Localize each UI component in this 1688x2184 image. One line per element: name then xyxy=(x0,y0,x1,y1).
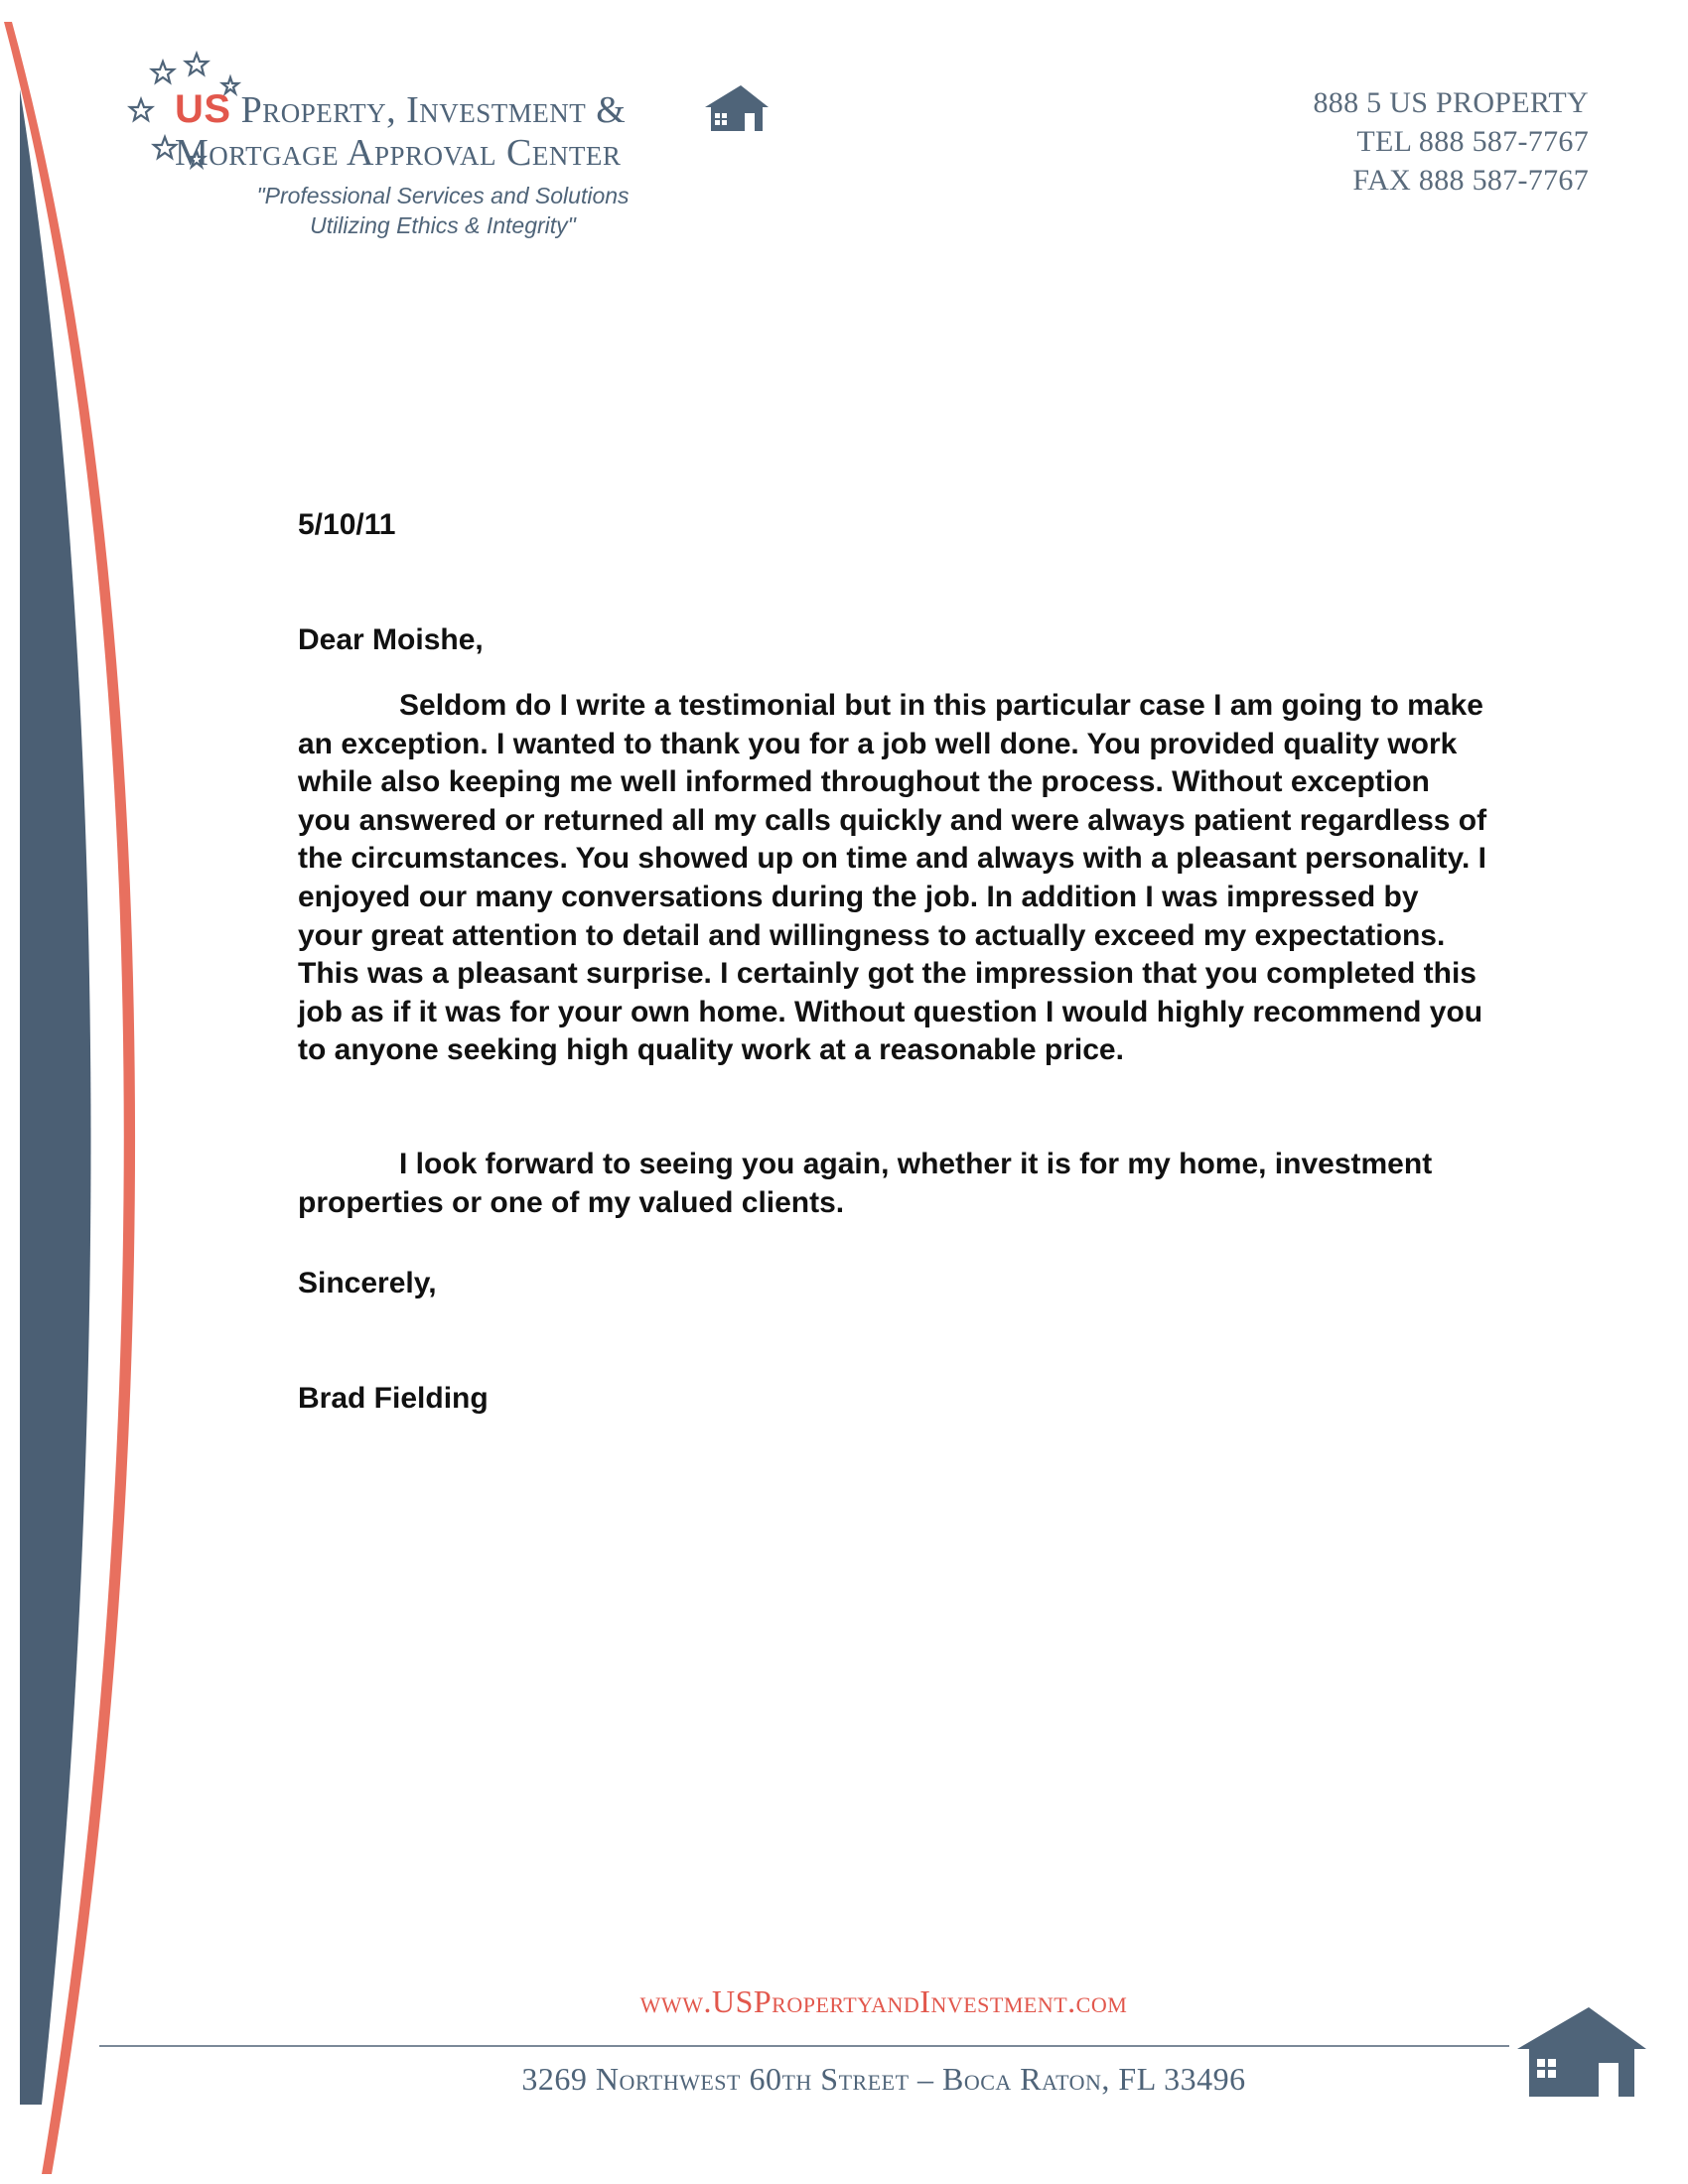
letter-signer: Brad Fielding xyxy=(298,1382,489,1415)
footer-website: www.USPropertyandInvestment.com xyxy=(639,1983,1128,2019)
logo-line1-text: Property, Investment & xyxy=(240,89,627,131)
company-logo xyxy=(127,48,802,246)
star-icon xyxy=(154,137,176,158)
letter-closing: Sincerely, xyxy=(298,1267,437,1299)
house-icon xyxy=(1511,2003,1650,2099)
contact-tel: TEL 888 587-7767 xyxy=(1356,125,1589,158)
swoosh-red-stripe xyxy=(4,22,135,2174)
star-icon xyxy=(186,54,208,74)
tagline-line1: "Professional Services and Solutions xyxy=(256,183,630,208)
star-icon xyxy=(130,99,152,120)
letter-paragraph-2: I look forward to seeing you again, whether it is for my home, investment properties or one of my valued clients. xyxy=(298,1148,1433,1219)
swoosh-blue-band xyxy=(20,89,91,2105)
letter-date: 5/10/11 xyxy=(298,508,396,541)
logo-us: US xyxy=(175,87,231,131)
logo-title-line1 xyxy=(175,87,626,132)
star-icon xyxy=(152,62,174,82)
letter-salutation: Dear Moishe, xyxy=(298,623,484,656)
contact-fax: FAX 888 587-7767 xyxy=(1352,164,1589,197)
contact-block xyxy=(1313,83,1589,200)
contact-vanity-number: 888 5 US PROPERTY xyxy=(1313,86,1589,119)
letter-paragraph-1: Seldom do I write a testimonial but in this particular case I am going to make an exception. I wanted to thank you for a job well done. You provided quality work while also keeping me well informed throughout the process. Without exception you answered or returned all my calls quickly and were always patient regardless of the circumstances. You showed up on time and always with a pleasant personality. I enjoyed our many conversations during the job. In addition I was impressed by your great attention to detail and willingness to actually exceed my expectations. This was a pleasant surprise. I certainly got the impression that you completed this job as if it was for your own home. Without question I would highly recommend you to anyone seeking high quality work at a reasonable price. xyxy=(298,689,1487,1067)
footer-divider xyxy=(99,2045,1509,2047)
footer-address: 3269 Northwest 60th Street – Boca Raton, FL 33496 xyxy=(521,2061,1246,2097)
house-icon xyxy=(701,83,771,133)
logo-title-line2: Mortgage Approval Center xyxy=(175,132,622,174)
logo-tagline xyxy=(244,181,641,240)
tagline-line2: Utilizing Ethics & Integrity" xyxy=(310,212,576,238)
